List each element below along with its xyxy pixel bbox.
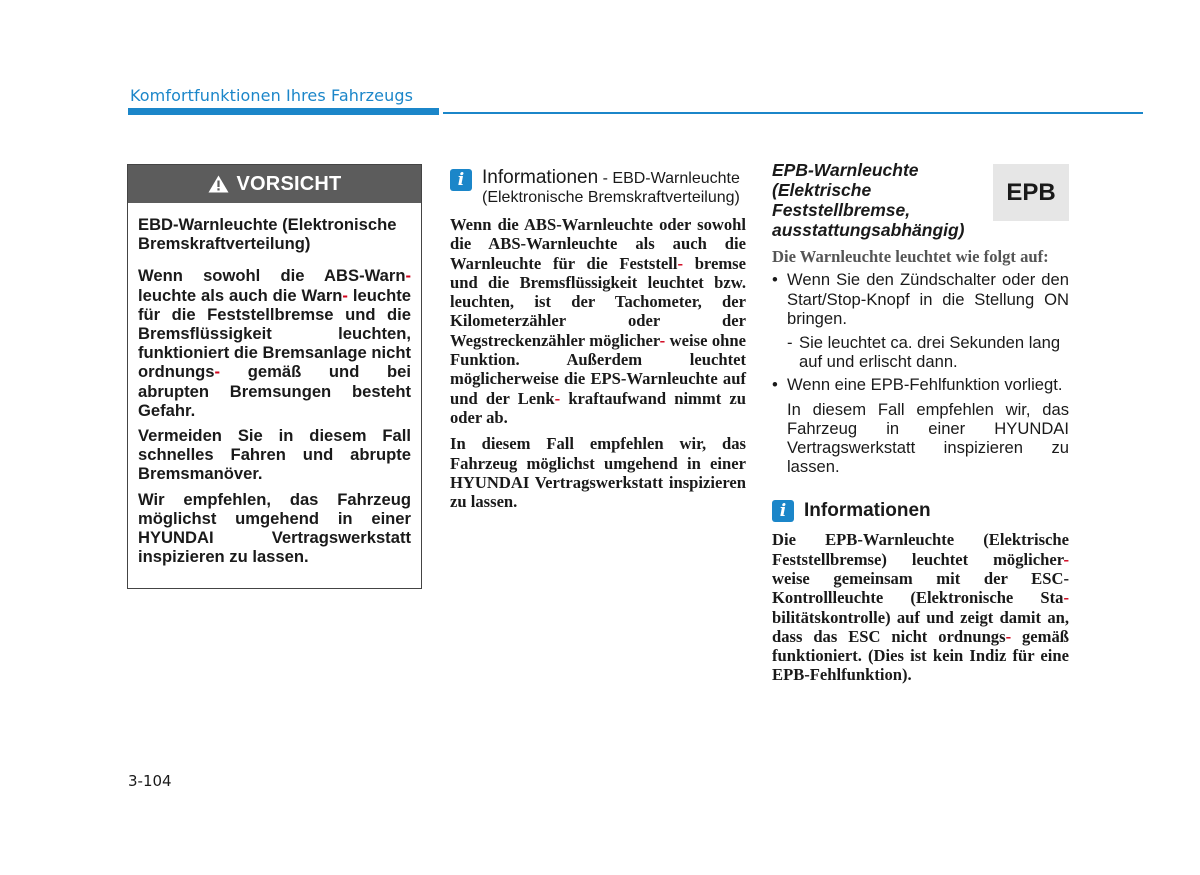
epb-bullet-2: • Wenn eine EPB-Fehlfunktion vorliegt. (772, 375, 1063, 395)
caution-heading: VORSICHT (236, 172, 342, 195)
ebd-info-section (450, 168, 746, 511)
caution-body (128, 203, 421, 566)
ebd-info-title: Informationen - EBD-Warnleuchte (Elektronische Bremskraftverteilung) (482, 167, 740, 206)
epb-badge: EPB (993, 164, 1069, 221)
epb-section (772, 160, 1069, 685)
info-icon: i (450, 169, 472, 191)
epb-info-title: Informationen (804, 500, 931, 522)
caution-header (128, 165, 421, 203)
caution-paragraph-2: Vermeiden Sie in diesem Fall schnelles Fahren und abrupte Bremsmanöver. (138, 426, 411, 484)
warning-triangle-icon (208, 175, 229, 193)
epb-title: EPB-Warnleuchte (Elektrische Feststellbremse, ausstattungsabhängig) (772, 160, 965, 240)
epb-bullet-1: • Wenn Sie den Zündschalter oder den Start/Stop-Knopf in die Stellung ON bringen. (772, 270, 1069, 328)
section-title: Komfortfunktionen Ihres Fahrzeugs (130, 86, 414, 105)
epb-dash-item: - Sie leuchtet ca. drei Sekunden lang auf und erlischt dann. (787, 332, 1061, 372)
ebd-info-paragraph-1: Wenn die ABS-Warnleuchte oder sowohl die ABS-Warnleuchte als auch die Warnleuchte für die Feststell- bremse und die Bremsflüssigkeit leuchtet bzw. leuchten, ist der Tachometer, der Kilometerzähler oder der Wegstreckenzähler möglicher- weise ohne Funktion. Außerdem leuchtet möglicherweise die EPS-Warnleuchte auf und der Lenk- kraftaufwand nimmt zu oder ab. (450, 215, 746, 427)
dash-marker: - (787, 332, 793, 352)
bullet-marker: • (772, 270, 778, 290)
epb-bullet-2-note: In diesem Fall empfehlen wir, das Fahrzeug in einer HYUNDAI Vertragswerkstatt inspizieren zu lassen. (787, 399, 1069, 477)
epb-info-heading (772, 500, 1069, 522)
epb-subtitle: Die Warnleuchte leuchtet wie folgt auf: (772, 247, 1049, 266)
header-rule-thin (443, 112, 1143, 114)
caution-paragraph-1: Wenn sowohl die ABS-Warn- leuchte als auch die Warn- leuchte für die Feststellbremse und die Bremsflüssigkeit leuchten, funktioniert die Bremsanlage nicht ordnungs- gemäß und bei abrupten Bremsungen besteht Gefahr. (138, 266, 411, 420)
bullet-marker: • (772, 375, 778, 395)
page-number: 3-104 (128, 772, 172, 790)
ebd-info-paragraph-2: In diesem Fall empfehlen wir, das Fahrzeug möglichst umgehend in einer HYUNDAI Vertragswerkstatt inspizieren zu lassen. (450, 434, 746, 512)
header-rule-thick (128, 108, 439, 115)
epb-info-paragraph: Die EPB-Warnleuchte (Elektrische Feststellbremse) leuchtet möglicher- weise gemeinsam mit der ESC-Kontrollleuchte (Elektronische Sta- bilitätskontrolle) auf und zeigt damit an, dass das ESC nicht ordnungs- gemäß funktioniert. (Dies ist kein Indiz für eine EPB-Fehlfunktion). (772, 530, 1069, 685)
caution-paragraph-3: Wir empfehlen, das Fahrzeug möglichst umgehend in einer HYUNDAI Vertragswerkstatt inspizieren zu lassen. (138, 489, 411, 567)
ebd-info-heading (450, 168, 746, 207)
caution-subtitle: EBD-Warnleuchte (Elektronische Bremskraftverteilung) (138, 215, 397, 254)
caution-box (127, 164, 422, 589)
info-icon: i (772, 500, 794, 522)
